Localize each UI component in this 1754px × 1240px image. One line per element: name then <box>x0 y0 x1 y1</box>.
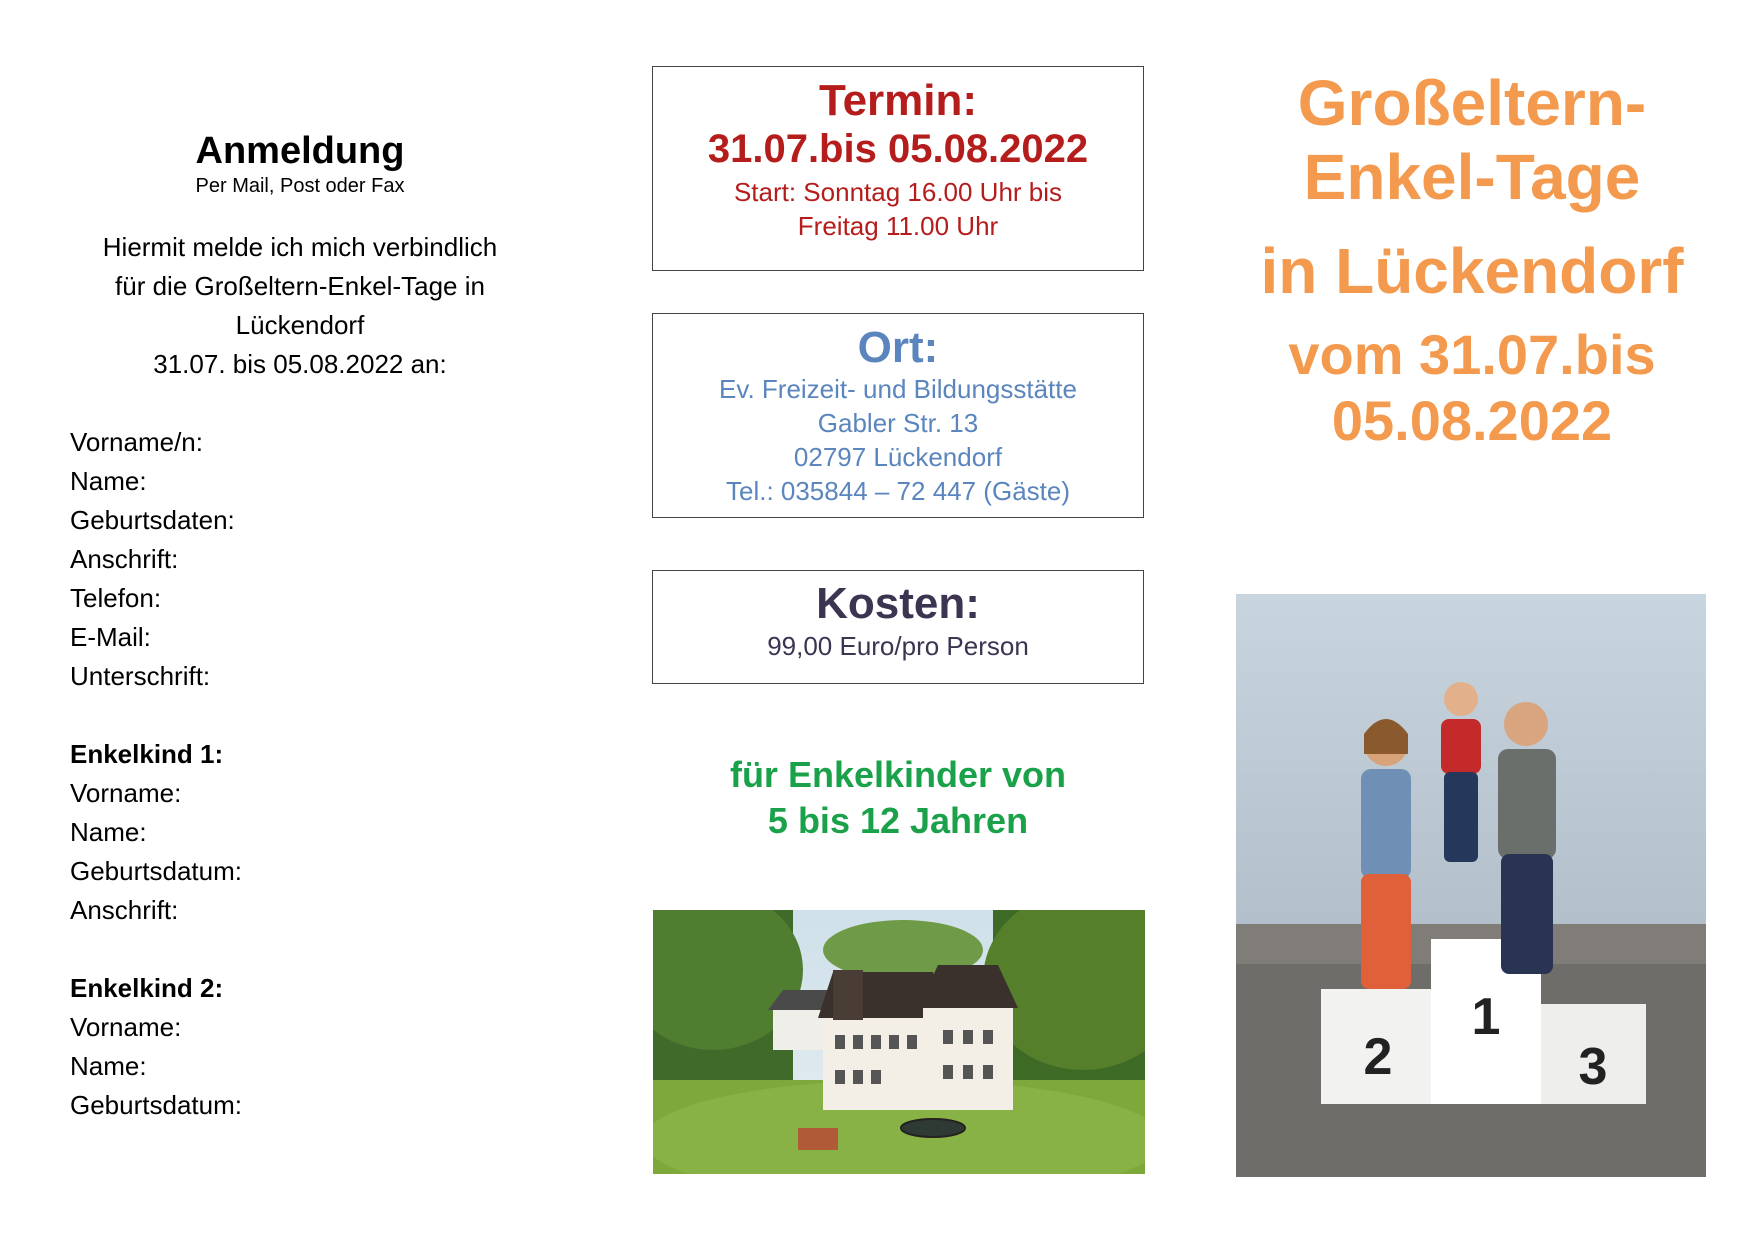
intro-line: Lückendorf <box>235 310 365 340</box>
house-photo <box>653 910 1145 1174</box>
child2-field-name: Name: <box>70 1051 147 1081</box>
termin-time-line2: Freitag 11.00 Uhr <box>797 211 999 241</box>
registration-subtitle: Per Mail, Post oder Fax <box>195 175 405 197</box>
child2-field-vorname: Vorname: <box>70 1012 182 1042</box>
child2-heading: Enkelkind 2: <box>70 973 224 1003</box>
kosten-box <box>652 570 1144 684</box>
child1-field-name: Name: <box>70 817 147 847</box>
ort-heading: Ort: <box>857 323 939 372</box>
field-label-email: E-Mail: <box>70 622 151 652</box>
spacer <box>70 696 550 735</box>
field-label-telefon: Telefon: <box>70 583 162 613</box>
age-group-line1: für Enkelkinder von <box>729 754 1067 795</box>
podium-label-1: 1 <box>1471 988 1501 1046</box>
intro-line: 31.07. bis 05.08.2022 an: <box>153 349 447 379</box>
termin-dates: 31.07.bis 05.08.2022 <box>707 127 1089 171</box>
field-label-geburtsdaten: Geburtsdaten: <box>70 505 235 535</box>
termin-box <box>652 66 1144 271</box>
ort-line: Ev. Freizeit- und Bildungsstätte <box>719 374 1077 404</box>
kosten-heading: Kosten: <box>816 579 980 628</box>
registration-section <box>70 128 550 1125</box>
headline-line1: Großeltern- <box>1297 67 1647 139</box>
child1-heading: Enkelkind 1: <box>70 739 224 769</box>
kosten-price: 99,00 Euro/pro Person <box>767 631 1029 661</box>
podium-photo <box>1236 594 1706 1177</box>
headline-line4: vom 31.07.bis <box>1288 323 1656 386</box>
field-label-vornamen: Vorname/n: <box>70 427 203 457</box>
podium-label-2: 2 <box>1363 1028 1393 1086</box>
headline-line2: Enkel-Tage <box>1303 141 1641 213</box>
child1-field-geburtsdatum: Geburtsdatum: <box>70 856 242 886</box>
ort-line: 02797 Lückendorf <box>793 442 1003 472</box>
registration-title: Anmeldung <box>195 130 405 172</box>
child1-field-anschrift: Anschrift: <box>70 895 179 925</box>
age-group-text <box>652 752 1144 844</box>
ort-box <box>652 313 1144 518</box>
spacer <box>70 930 550 969</box>
headline-line5: 05.08.2022 <box>1331 389 1613 452</box>
termin-time-line1: Start: Sonntag 16.00 Uhr bis <box>733 177 1063 207</box>
registration-intro <box>60 228 540 384</box>
age-group-line2: 5 bis 12 Jahren <box>767 800 1029 841</box>
ort-line: Gabler Str. 13 <box>817 408 979 438</box>
child2-field-geburtsdatum: Geburtsdatum: <box>70 1090 242 1120</box>
headline <box>1232 66 1712 454</box>
headline-line3: in Lückendorf <box>1260 235 1684 307</box>
field-label-name: Name: <box>70 466 147 496</box>
podium-label-3: 3 <box>1578 1038 1608 1096</box>
termin-heading: Termin: <box>818 76 978 125</box>
field-label-unterschrift: Unterschrift: <box>70 661 211 691</box>
intro-line: Hiermit melde ich mich verbindlich <box>102 232 498 262</box>
registration-fields <box>70 423 550 1125</box>
child1-field-vorname: Vorname: <box>70 778 182 808</box>
ort-line: Tel.: 035844 – 72 447 (Gäste) <box>725 476 1070 506</box>
field-label-anschrift: Anschrift: <box>70 544 179 574</box>
intro-line: für die Großeltern-Enkel-Tage in <box>115 271 485 301</box>
